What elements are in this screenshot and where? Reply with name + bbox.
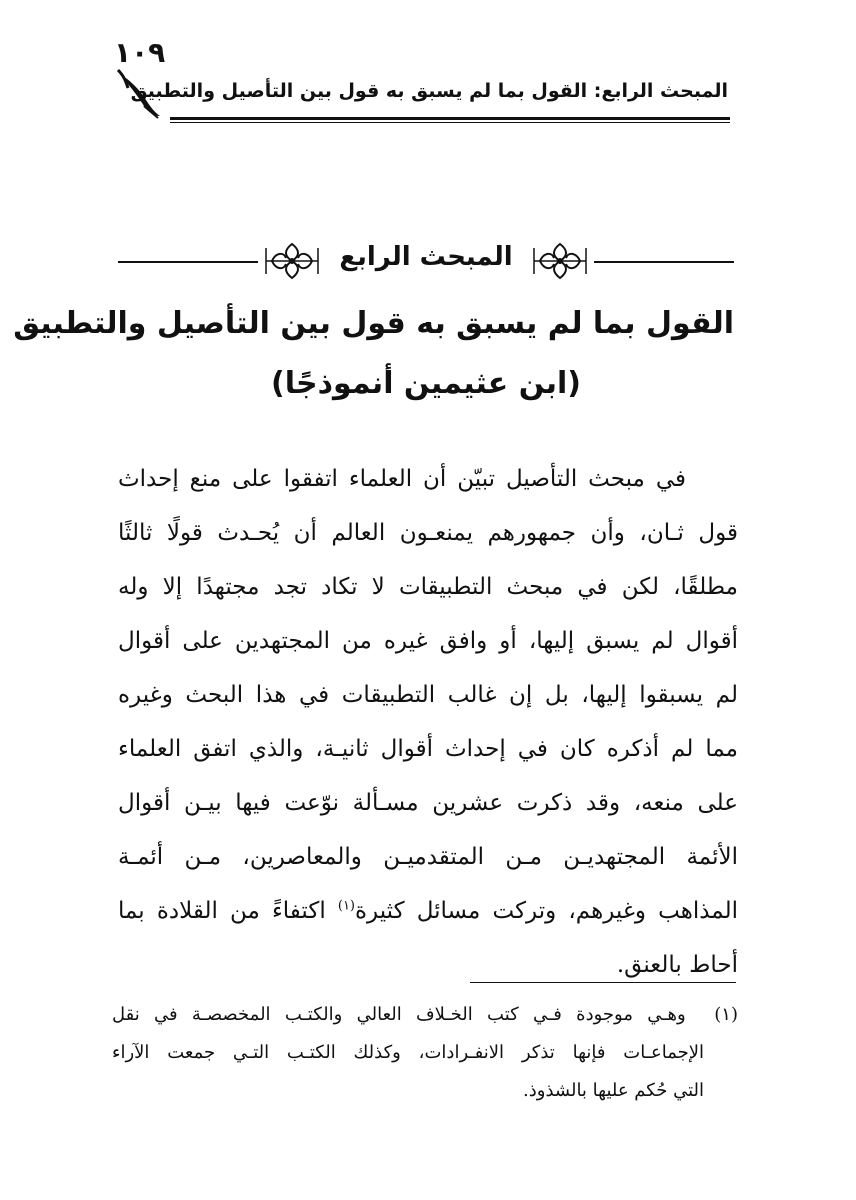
footnote-text: وهـي موجودة فـي كتب الخـلاف العالي والكتـب المخصصـة في نقل: [112, 1004, 686, 1025]
body-paragraph: [118, 452, 738, 992]
body-line-text-continued: اكتفاءً من القلادة بما: [118, 898, 338, 924]
banner-line-right: [594, 261, 734, 263]
body-line: أقوال لم يسبق إليها، أو وافق غيره من المجتهدين على أقوال: [118, 628, 738, 654]
body-line: في مبحث التأصيل تبيّن أن العلماء اتفقوا على منع إحداث: [118, 466, 686, 492]
chapter-subtitle: (ابن عثيمين أنموذجًا): [271, 366, 581, 401]
footnote-line: [112, 996, 738, 1034]
footnotes: [112, 996, 738, 1110]
body-line: لم يسبقوا إليها، بل إن غالب التطبيقات في هذا البحث وغيره: [118, 682, 738, 708]
header-rule: [170, 117, 730, 120]
body-line: مطلقًا، لكن في مبحث التطبيقات لا تكاد تجد مجتهدًا إلا وله: [118, 574, 738, 600]
body-line: [118, 884, 738, 938]
body-line: أحاط بالعنق.: [616, 952, 738, 978]
chapter-title: القول بما لم يسبق به قول بين التأصيل والتطبيق: [13, 306, 734, 341]
banner-line-left: [118, 261, 258, 263]
header-rule-thin: [170, 122, 730, 123]
footnote-number: (١): [714, 1004, 738, 1025]
footnote-separator: [470, 982, 736, 983]
body-line: مما لم أذكره كان في إحداث أقوال ثانيـة، والذي اتفق العلماء: [118, 736, 738, 762]
body-line: قول ثـان، وأن جمهورهم يمنعـون العالم أن يُحـدث قولًا ثالثًا: [118, 520, 738, 546]
footnote-reference: (١): [337, 898, 355, 914]
section-label: المبحث الرابع: [339, 242, 513, 272]
running-header: المبحث الرابع: القول بما لم يسبق به قول بين التأصيل والتطبيق: [130, 80, 728, 102]
body-line: على منعه، وقد ذكرت عشرين مسـألة نوّعت فيها بيـن أقوال: [118, 790, 738, 816]
ornament-icon-left: [262, 240, 322, 282]
body-line-text: المذاهب وغيرهم، وتركت مسائل كثيرة: [355, 898, 738, 924]
footnote-line: التي حُكم عليها بالشذوذ.: [523, 1080, 704, 1101]
body-line: الأئمة المجتهديـن مـن المتقدميـن والمعاصرين، مـن أئمـة: [118, 844, 738, 870]
page-number: ١٠٩: [114, 36, 166, 69]
section-banner: [118, 234, 734, 288]
footnote-line: الإجماعـات فإنها تذكر الانفـرادات، وكذلك الكتـب التـي جمعت الآراء: [112, 1042, 704, 1063]
ornament-icon-right: [530, 240, 590, 282]
